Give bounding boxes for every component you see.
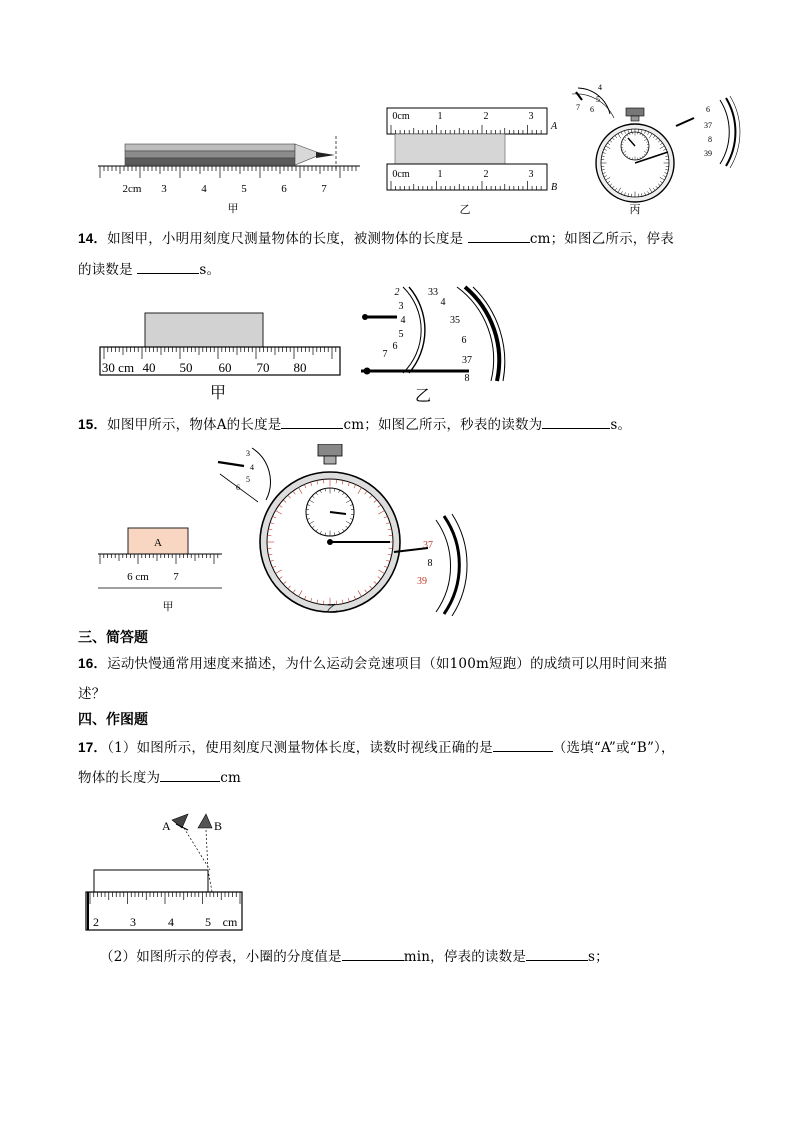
question-number: 14． (78, 231, 108, 246)
question-text: cm；如图乙所示，秒表的读数为 (343, 417, 543, 433)
pencil-ruler-figure (90, 78, 370, 218)
dial-number: 39 (704, 149, 712, 158)
dial-number: 3 (398, 301, 404, 312)
tick-label: 3 (130, 915, 136, 929)
question-number: 17． (78, 740, 108, 755)
figure-row-15 (96, 444, 486, 616)
question-text: 述？ (78, 686, 106, 702)
tick-label: 50 (179, 360, 193, 375)
question-17-line2 (78, 767, 241, 788)
answer-blank-length[interactable] (281, 414, 343, 429)
answer-blank-length[interactable] (160, 767, 220, 782)
question-14-line2 (78, 259, 220, 280)
question-16-line1 (78, 654, 667, 674)
tick-label: 3 (528, 111, 534, 122)
eye-a-icon (172, 814, 188, 830)
tick-label: 3 (161, 183, 167, 195)
ruler-a-labels (123, 183, 328, 195)
dial-number: 8 (708, 135, 712, 144)
answer-blank-sightline[interactable] (493, 737, 553, 752)
caption-yi: 乙 (414, 388, 432, 405)
question-14-line1 (78, 228, 674, 249)
dial-number: 8 (427, 558, 433, 569)
answer-blank-reading[interactable] (526, 946, 588, 961)
caption-jia: 甲 (227, 203, 239, 215)
tick-label: 2cm (122, 183, 142, 195)
dial-number: 3 (246, 449, 250, 458)
caption-yi: 乙 (459, 204, 471, 216)
ruler-figure-14 (96, 285, 346, 405)
figure-row-14 (96, 285, 516, 407)
eye-b-icon (198, 814, 212, 828)
tick-label: 3 (528, 169, 534, 180)
question-17-line1 (78, 737, 675, 758)
dial-number: 37 (704, 121, 712, 130)
question-number: 15． (78, 417, 108, 432)
question-text: cm；如图乙所示，停表 (529, 231, 674, 247)
question-text: 如图甲所示，物体A的长度是 (107, 417, 282, 433)
question-text: 物体的长度为 (78, 770, 161, 786)
dial-number: 2 (394, 287, 400, 298)
tick-label: 0cm (392, 111, 410, 122)
box-label: A (154, 537, 162, 549)
stopwatch-figure-13 (570, 78, 750, 218)
question-text: （1）如图所示，使用刻度尺测量物体长度，读数时视线正确的是 (107, 740, 493, 756)
answer-blank-subdial[interactable] (342, 946, 404, 961)
question-text: （选填“A”或“B”）， (552, 740, 675, 756)
dial-number: 6 (236, 483, 240, 492)
question-16-line2 (78, 684, 105, 704)
tick-label: 6 (281, 183, 287, 195)
tick-label: 2 (483, 111, 489, 122)
question-text: 如图甲，小明用刻度尺测量物体的长度，被测物体的长度是 (107, 231, 464, 247)
tick-label: 2 (483, 169, 489, 180)
stopwatch-dials-14 (361, 285, 506, 407)
tick-label: 5 (241, 183, 247, 195)
tick-label: 5 (205, 915, 211, 929)
dial-number: 5 (596, 95, 600, 104)
tick-label: 60 (218, 360, 232, 375)
section-title-short-answer: 三、简答题 (78, 630, 148, 646)
dial-number: 37 (423, 540, 433, 551)
tick-label: cm (222, 915, 238, 929)
tick-label: 4 (201, 183, 207, 195)
dial-number: 33 (428, 287, 438, 298)
ruler-a-marker: A (551, 121, 558, 132)
question-17-part2 (100, 946, 609, 967)
dial-number: 39 (417, 576, 427, 587)
question-text: s。 (610, 417, 632, 433)
dial-number: 4 (250, 463, 254, 472)
dial-number: 6 (590, 105, 594, 114)
ruler-figure-15 (96, 524, 226, 614)
answer-blank-time[interactable] (542, 414, 610, 429)
tick-label: 4 (168, 915, 174, 929)
question-number: 16． (78, 656, 108, 671)
tick-label: 70 (256, 360, 270, 375)
tick-label: 7 (173, 571, 179, 583)
dial-number: 4 (598, 83, 602, 92)
dial-number: 4 (440, 297, 446, 308)
eye-label-b: B (214, 819, 223, 833)
tick-label: 40 (142, 360, 156, 375)
dial-number: 35 (450, 315, 460, 326)
tick-label: 1 (437, 169, 443, 180)
tick-label: 80 (293, 360, 307, 375)
question-text: s； (588, 949, 609, 965)
question-text: （2）如图所示的停表，小圈的分度值是 (100, 949, 342, 965)
tick-label: 1 (437, 111, 443, 122)
answer-blank-time[interactable] (137, 259, 199, 274)
sightline-ruler-figure (84, 810, 249, 934)
answer-blank-length[interactable] (468, 228, 530, 243)
dial-number: 5 (246, 475, 250, 484)
double-ruler-figure (385, 98, 560, 218)
question-text: min，停表的读数是 (403, 949, 527, 965)
dial-number: 37 (462, 355, 472, 366)
ruler-b-marker: B (551, 182, 558, 193)
dial-number: 6 (706, 105, 710, 114)
caption-jia: 甲 (209, 385, 227, 402)
tick-label: 30 cm (101, 360, 135, 375)
caption-yi: 乙 (326, 603, 338, 615)
question-text: 的读数是 (78, 262, 133, 278)
eye-label-a: A (162, 819, 171, 833)
dial-number: 7 (382, 349, 388, 360)
dial-number: 6 (461, 335, 467, 346)
tick-label: 7 (321, 183, 327, 195)
dial-number: 6 (392, 341, 398, 352)
caption-bing: 丙 (629, 204, 641, 216)
dial-number: 7 (576, 103, 580, 112)
stopwatch-figure-15 (214, 444, 479, 616)
caption-jia: 甲 (162, 601, 174, 613)
question-15-line1 (78, 414, 631, 435)
tick-label: 0cm (392, 169, 410, 180)
dial-number: 8 (464, 373, 470, 384)
tick-label: 2 (93, 915, 99, 929)
question-text: cm (220, 770, 241, 786)
section-title-drawing: 四、作图题 (78, 712, 148, 728)
tick-label: 6 cm (127, 571, 149, 583)
question-text: 运动快慢通常用速度来描述，为什么运动会竞速项目（如100m短跑）的成绩可以用时间来描 (107, 656, 668, 672)
question-text: s。 (199, 262, 221, 278)
dial-number: 5 (398, 329, 404, 340)
figure-row-13 (90, 78, 750, 218)
dial-number: 4 (400, 315, 406, 326)
